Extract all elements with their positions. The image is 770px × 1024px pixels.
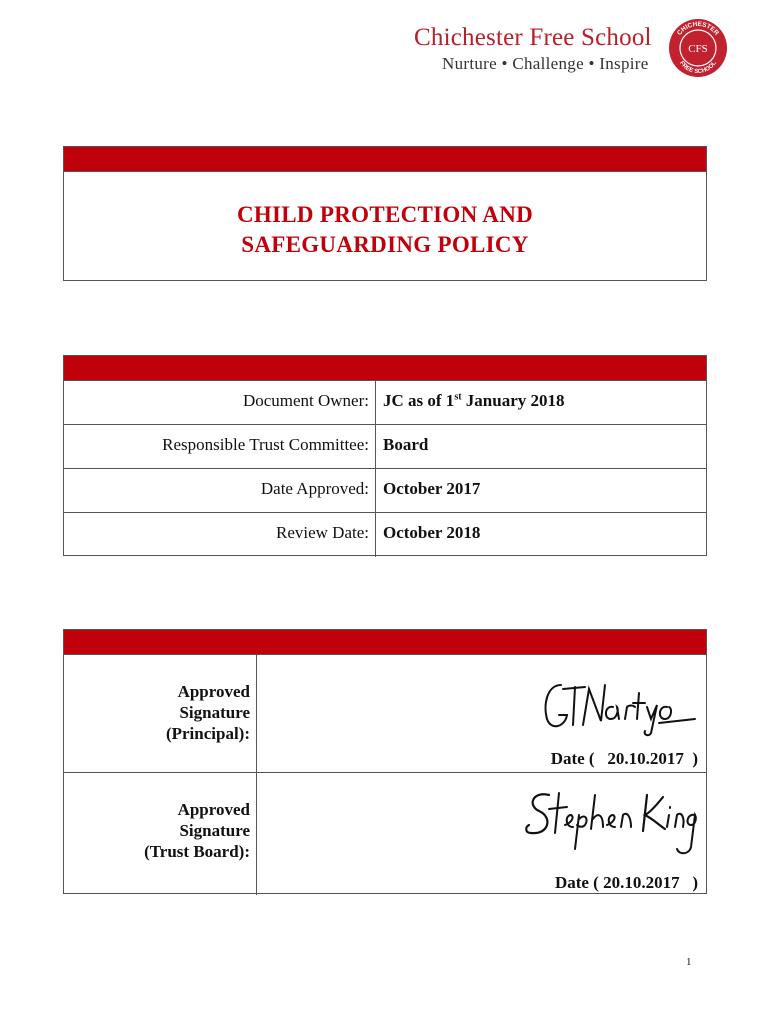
principal-signature-label: Approved Signature (Principal): <box>64 655 257 772</box>
board-signature-area <box>257 773 706 895</box>
committee-value: Board <box>383 435 429 454</box>
svg-text:CFS: CFS <box>688 43 708 55</box>
title-line-1: CHILD PROTECTION AND <box>236 202 534 227</box>
table-row <box>64 773 706 895</box>
signature-table <box>63 629 707 894</box>
board-signature-label: Approved Signature (Trust Board): <box>64 773 257 895</box>
school-seal-icon <box>668 18 728 78</box>
document-info-table <box>63 355 707 556</box>
review-date-label: Review Date: <box>64 513 376 557</box>
table-row <box>64 513 706 557</box>
school-name: Chichester Free School <box>414 24 652 51</box>
table-row <box>64 469 706 513</box>
principal-signature-date: Date ( 20.10.2017 ) <box>550 749 698 768</box>
date-approved-label: Date Approved: <box>64 469 376 512</box>
committee-label: Responsible Trust Committee: <box>64 425 376 468</box>
owner-label: Document Owner: <box>64 381 376 424</box>
title-header-bar <box>64 147 706 172</box>
signature-header-bar <box>64 630 706 655</box>
table-row <box>64 425 706 469</box>
school-logo <box>414 18 754 78</box>
title-line-2: SAFEGUARDING POLICY <box>241 232 529 257</box>
info-header-bar <box>64 356 706 381</box>
table-row <box>64 655 706 773</box>
page-number: 1 <box>686 956 692 968</box>
title-section <box>63 146 707 281</box>
board-signature <box>519 781 699 861</box>
document-title <box>64 172 706 260</box>
date-approved-value: October 2017 <box>383 479 481 498</box>
principal-signature-area <box>257 655 706 772</box>
principal-signature <box>539 675 699 741</box>
svg-text:FREE SCHOOL: FREE SCHOOL <box>678 60 718 76</box>
svg-text:CHICHESTER: CHICHESTER <box>675 20 721 37</box>
table-row <box>64 381 706 425</box>
review-date-value: October 2018 <box>383 523 481 542</box>
owner-value: JC as of 1st January 2018 <box>383 391 565 410</box>
board-signature-date: Date ( 20.10.2017 ) <box>554 873 698 892</box>
school-tagline: Nurture • Challenge • Inspire <box>442 54 649 73</box>
